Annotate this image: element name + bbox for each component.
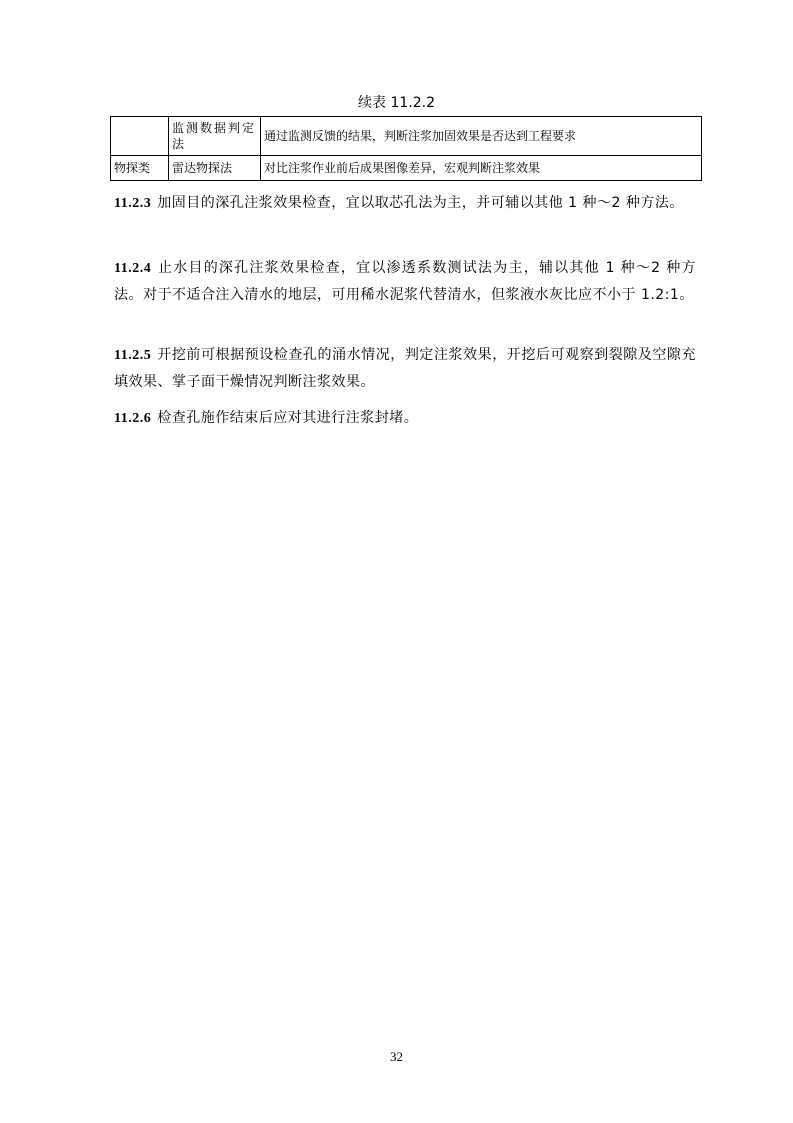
clause-11-2-3 — [114, 190, 696, 217]
category-cell: 物探类 — [111, 156, 169, 181]
clause-11-2-6 — [114, 405, 696, 432]
method-cell: 雷达物探法 — [169, 156, 261, 181]
table-caption: 续表 11.2.2 — [358, 95, 435, 111]
table-row — [111, 156, 702, 181]
clause-number: 11.2.6 — [114, 411, 152, 426]
clause-11-2-5 — [114, 342, 696, 396]
clause-number: 11.2.3 — [114, 196, 152, 211]
method-cell: 监测数据判定法 — [169, 117, 261, 156]
clause-text: 检查孔施作结束后应对其进行注浆封堵。 — [157, 410, 419, 426]
clause-text: 加固目的深孔注浆效果检查，宜以取芯孔法为主，并可辅以其他 1 种～2 种方法。 — [157, 195, 684, 211]
clause-text: 开挖前可根据预设检查孔的涌水情况，判定注浆效果，开挖后可观察到裂隙及空隙充填效果、掌子面干燥情况判断注浆效果。 — [114, 347, 696, 390]
clause-text: 止水目的深孔注浆效果检查，宜以渗透系数测试法为主，辅以其他 1 种～2 种方法。对于不适合注入清水的地层，可用稀水泥浆代替清水，但浆液水灰比应不小于 1.2:1。 — [114, 260, 696, 303]
description-cell: 对比注浆作业前后成果图像差异，宏观判断注浆效果 — [261, 156, 702, 181]
continued-table — [110, 116, 702, 181]
clause-number: 11.2.5 — [114, 348, 152, 363]
table-row — [111, 117, 702, 156]
clause-11-2-4 — [114, 255, 696, 309]
description-cell: 通过监测反馈的结果，判断注浆加固效果是否达到工程要求 — [261, 117, 702, 156]
category-cell — [111, 117, 169, 156]
clause-number: 11.2.4 — [114, 261, 152, 276]
page-number: 32 — [390, 1049, 403, 1064]
